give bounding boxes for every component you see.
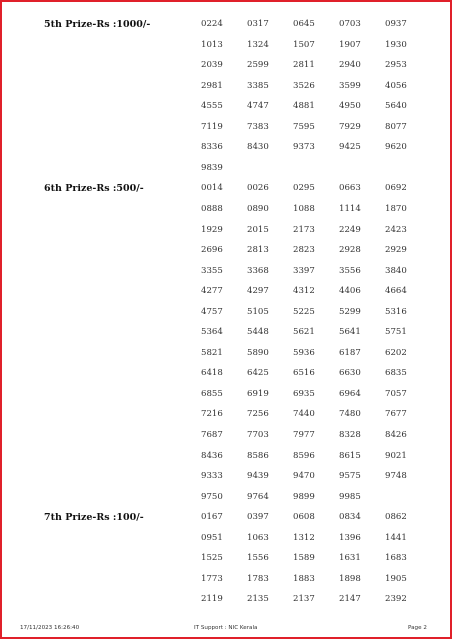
winning-number: 1525 (201, 553, 223, 564)
winning-number: 8328 (339, 430, 361, 440)
winning-number: 2940 (339, 60, 361, 71)
winning-number: 9021 (385, 450, 407, 461)
winning-number: 4757 (201, 306, 223, 317)
winning-number: 5751 (385, 327, 407, 338)
winning-number: 5890 (247, 347, 269, 358)
winning-number: 0167 (201, 512, 223, 523)
winning-number: 6835 (385, 368, 407, 379)
winning-number: 2811 (293, 60, 315, 71)
winning-number: 3556 (339, 265, 361, 276)
winning-number: 5364 (201, 327, 223, 338)
winning-number: 2423 (385, 224, 407, 235)
winning-number: 9748 (385, 471, 407, 482)
winning-number: 7216 (201, 409, 223, 420)
winning-number: 7256 (247, 409, 269, 420)
winning-number: 2981 (201, 80, 223, 91)
winning-number: 2039 (201, 60, 223, 71)
winning-number: 1631 (339, 553, 361, 564)
winning-number: 3397 (293, 265, 315, 276)
winning-number: 2249 (339, 224, 361, 235)
winning-number: 1898 (339, 573, 361, 584)
winning-number: 8430 (247, 142, 269, 153)
winning-number: 4747 (247, 101, 269, 112)
winning-number: 2392 (385, 594, 407, 605)
winning-number: 6202 (385, 347, 407, 358)
winning-number: 5641 (339, 327, 361, 338)
winning-number: 5821 (201, 347, 223, 358)
winning-number: 1773 (201, 573, 223, 584)
winning-number: 6964 (339, 388, 361, 399)
winning-number: 5640 (385, 101, 407, 112)
winning-number: 2813 (247, 245, 269, 256)
winning-number: 3368 (247, 265, 269, 276)
winning-number: 2119 (201, 594, 223, 605)
winning-number: 9985 (339, 491, 361, 502)
winning-number: 0663 (339, 183, 361, 194)
winning-number: 1324 (247, 39, 269, 50)
winning-number: 7977 (293, 430, 315, 440)
winning-number: 4056 (385, 80, 407, 91)
winning-number: 6855 (201, 388, 223, 399)
winning-number: 9425 (339, 142, 361, 153)
print-timestamp: 17/11/2023 16:26:40 (20, 625, 80, 631)
winning-number: 8596 (293, 450, 315, 461)
winning-number: 3526 (293, 80, 315, 91)
winning-number: 4297 (247, 286, 269, 297)
winning-number: 6418 (201, 368, 223, 379)
winning-number: 9620 (385, 142, 407, 153)
winning-number: 5225 (293, 306, 315, 317)
winning-number: 1556 (247, 553, 269, 564)
winning-number: 2147 (339, 594, 361, 605)
winning-number: 9750 (201, 491, 223, 502)
winning-number: 8077 (385, 121, 407, 132)
winning-number: 1930 (385, 39, 407, 50)
winning-number: 1883 (293, 573, 315, 584)
winning-number: 8436 (201, 450, 223, 461)
winning-number: 3840 (385, 265, 407, 276)
winning-number: 0937 (385, 19, 407, 29)
winning-number: 1929 (201, 224, 223, 235)
winning-number: 0834 (339, 512, 361, 523)
winning-number: 3385 (247, 80, 269, 91)
winning-number: 6630 (339, 368, 361, 379)
winning-number: 7383 (247, 121, 269, 132)
winning-number: 4881 (293, 101, 315, 112)
winning-number: 8615 (339, 450, 361, 461)
winning-number: 2135 (247, 594, 269, 605)
winning-number: 2696 (201, 245, 223, 256)
winning-number: 5936 (293, 347, 315, 358)
winning-number: 0608 (293, 512, 315, 523)
winning-number: 6919 (247, 388, 269, 399)
prize-list (2, 2, 450, 637)
winning-number: 3355 (201, 265, 223, 276)
winning-number: 2599 (247, 60, 269, 71)
winning-number: 9470 (293, 471, 315, 482)
winning-number: 9764 (247, 491, 269, 502)
winning-number: 0224 (201, 19, 223, 29)
winning-number: 0645 (293, 19, 315, 29)
winning-number: 9899 (293, 491, 315, 502)
winning-number: 9333 (201, 471, 223, 482)
winning-number: 7677 (385, 409, 407, 420)
winning-number: 9839 (201, 162, 223, 173)
winning-number: 1088 (293, 203, 315, 214)
winning-number: 1783 (247, 573, 269, 584)
page-number: Page 2 (408, 625, 427, 631)
prize-tier-label: 5th Prize-Rs :1000/- (44, 18, 151, 30)
winning-number: 1683 (385, 553, 407, 564)
winning-number: 6935 (293, 388, 315, 399)
winning-number: 9575 (339, 471, 361, 482)
winning-number: 1907 (339, 39, 361, 50)
winning-number: 7703 (247, 430, 269, 440)
winning-number: 4312 (293, 286, 315, 297)
winning-number: 1589 (293, 553, 315, 564)
winning-number: 0888 (201, 203, 223, 214)
winning-number: 1396 (339, 532, 361, 543)
winning-number: 4664 (385, 286, 407, 297)
winning-number: 3599 (339, 80, 361, 91)
winning-number: 0951 (201, 532, 223, 543)
winning-number: 8586 (247, 450, 269, 461)
winning-number: 1312 (293, 532, 315, 543)
winning-number: 7480 (339, 409, 361, 420)
winning-number: 7929 (339, 121, 361, 132)
winning-number: 7119 (201, 121, 223, 132)
winning-number: 2953 (385, 60, 407, 71)
it-support-credit: IT Support : NIC Kerala (194, 625, 258, 631)
winning-number: 9373 (293, 142, 315, 153)
winning-number: 1441 (385, 532, 407, 543)
winning-number: 6516 (293, 368, 315, 379)
winning-number: 7595 (293, 121, 315, 132)
winning-number: 2823 (293, 245, 315, 256)
winning-number: 6425 (247, 368, 269, 379)
winning-number: 7057 (385, 388, 407, 399)
winning-number: 1114 (339, 203, 361, 214)
winning-number: 0862 (385, 512, 407, 523)
winning-number: 0026 (247, 183, 269, 194)
winning-number: 0317 (247, 19, 269, 29)
winning-number: 4950 (339, 101, 361, 112)
winning-number: 6187 (339, 347, 361, 358)
winning-number: 1507 (293, 39, 315, 50)
winning-number: 2015 (247, 224, 269, 235)
winning-number: 2928 (339, 245, 361, 256)
winning-number: 8426 (385, 430, 407, 440)
winning-number: 0397 (247, 512, 269, 523)
winning-number: 2137 (293, 594, 315, 605)
winning-number: 2929 (385, 245, 407, 256)
winning-number: 7687 (201, 430, 223, 440)
winning-number: 4277 (201, 286, 223, 297)
winning-number: 0890 (247, 203, 269, 214)
winning-number: 0295 (293, 183, 315, 194)
winning-number: 0014 (201, 183, 223, 194)
winning-number: 5316 (385, 306, 407, 317)
winning-number: 7440 (293, 409, 315, 420)
winning-number: 0703 (339, 19, 361, 29)
winning-number: 1870 (385, 203, 407, 214)
winning-number: 2173 (293, 224, 315, 235)
prize-tier-label: 6th Prize-Rs :500/- (44, 182, 144, 194)
winning-number: 1905 (385, 573, 407, 584)
winning-number: 5621 (293, 327, 315, 338)
winning-number: 4555 (201, 101, 223, 112)
winning-number: 9439 (247, 471, 269, 482)
winning-number: 1013 (201, 39, 223, 50)
winning-number: 1063 (247, 532, 269, 543)
winning-number: 0692 (385, 183, 407, 194)
winning-number: 5299 (339, 306, 361, 317)
winning-number: 5448 (247, 327, 269, 338)
winning-number: 4406 (339, 286, 361, 297)
winning-number: 5105 (247, 306, 269, 317)
prize-tier-label: 7th Prize-Rs :100/- (44, 511, 144, 523)
winning-number: 8336 (201, 142, 223, 153)
